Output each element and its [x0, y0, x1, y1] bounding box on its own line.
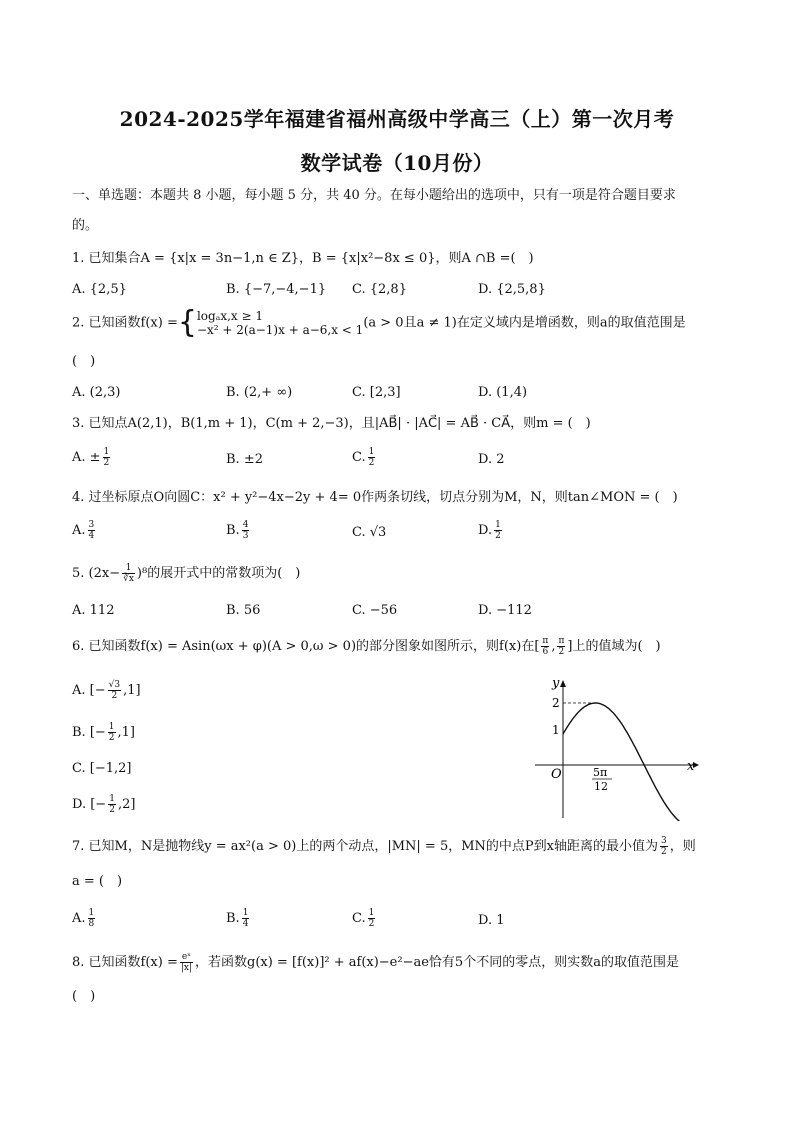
q2-stem-line2: ( )	[72, 354, 96, 369]
q4-d-prefix: D.	[478, 523, 493, 538]
y-axis-label: y	[552, 676, 560, 691]
q6-option-c: C. [−1,2]	[72, 761, 132, 776]
q5-frac-num: 1	[122, 563, 135, 574]
q8-frac-den: |x|	[180, 963, 192, 973]
q3-stem: 3. 已知点A(2,1)，B(1,m + 1)，C(m + 2,−3)，且|AB⃗| · |AC⃗| = AB⃗ · CA⃗，则m = ( )	[72, 416, 591, 431]
q3-a-fraction	[103, 447, 111, 468]
q4-a-prefix: A.	[72, 523, 86, 538]
q7-c-den: 2	[368, 919, 375, 929]
q3-c-fraction	[368, 447, 376, 468]
q8-stem-line2: ( )	[72, 989, 96, 1004]
q5-frac-den: ∛x	[123, 574, 134, 584]
q6-i1-num: π	[542, 636, 549, 646]
q4-option-b	[226, 520, 251, 541]
q8-stem	[72, 952, 679, 973]
q4-stem: 4. 过坐标原点O向圆C：x² + y²−4x−2y + 4= 0作两条切线，切点分别为M，N，则tan∠MON = ( )	[72, 490, 678, 505]
q5-option-d: D. −112	[478, 603, 532, 618]
x-axis-label: x	[687, 759, 695, 774]
q4-b-fraction	[242, 520, 250, 541]
q2-brace: {	[177, 305, 197, 340]
q7-option-d: D. 1	[478, 913, 505, 928]
q7-c-num: 1	[368, 908, 375, 918]
q7-b-prefix: B.	[226, 911, 240, 926]
q2-cases	[197, 309, 363, 337]
q3-c-den: 2	[368, 458, 375, 468]
q2-stem-post: (a > 0且a ≠ 1)在定义域内是增函数，则a的取值范围是	[363, 315, 686, 331]
q6-d-fraction	[108, 794, 116, 815]
q4-option-a	[72, 520, 97, 541]
q6-stem-post: ]上的值域为( )	[567, 639, 661, 654]
q4-b-prefix: B.	[226, 523, 240, 538]
q4-b-den: 3	[242, 531, 249, 541]
exam-title: 2024-2025学年福建省福州高级中学高三（上）第一次月考	[119, 107, 675, 131]
q6-b-den: 2	[108, 733, 115, 743]
q7-a-fraction	[88, 908, 96, 929]
q6-option-d	[72, 794, 135, 815]
q7-c-prefix: C.	[352, 911, 366, 926]
q7-stem	[72, 836, 696, 857]
q6-option-a	[72, 680, 141, 701]
exam-subtitle: 数学试卷（10月份）	[300, 151, 494, 175]
q4-d-den: 2	[495, 531, 501, 541]
q7-a-den: 8	[88, 919, 95, 929]
q1-option-a: A. {2,5}	[72, 282, 127, 297]
q6-option-b	[72, 722, 135, 743]
q7-frac-den: 2	[660, 847, 667, 857]
section-intro-line2: 的。	[72, 218, 99, 233]
q4-b-num: 4	[242, 520, 249, 530]
q7-fraction	[660, 836, 668, 857]
q2-case2: −x² + 2(a−1)x + a−6,x < 1	[196, 323, 364, 337]
q1-stem: 1. 已知集合A = {x|x = 3n−1,n ∈ Z}，B = {x|x²−8x ≤ 0}，则A ∩B =( )	[72, 251, 534, 266]
q4-d-num: 1	[495, 520, 501, 530]
q2-option-a: A. (2,3)	[72, 385, 121, 400]
q7-a-num: 1	[88, 908, 95, 918]
sine-curve	[563, 703, 705, 821]
q5-stem-post: )⁸的展开式中的常数项为( )	[136, 566, 301, 581]
q6-i1-den: 6	[542, 647, 549, 657]
q5-option-c: C. −56	[352, 603, 398, 618]
q3-option-d: D. 2	[478, 452, 505, 467]
q3-a-num: 1	[103, 447, 110, 457]
q6-d-den: 2	[109, 805, 115, 815]
origin-label: O	[551, 767, 562, 782]
sine-graph	[535, 676, 705, 821]
q2-case1: logₐx,x ≥ 1	[196, 309, 263, 323]
q4-d-fraction	[494, 520, 502, 541]
q8-frac-num: eˣ	[181, 952, 191, 962]
q4-a-fraction	[88, 520, 96, 541]
q4-option-c: C. √3	[352, 525, 387, 540]
q6-b-fraction	[108, 722, 116, 743]
q6-stem: 6. 已知函数f(x) = Asin(ωx + φ)(A > 0,ω > 0)的部分图象如图所示，则f(x)在[ $\frac{\pi}{6}$ , $\frac{\pi}{2}$ ]上的值域为( )	[72, 636, 661, 657]
q5-option-b: B. 56	[226, 603, 261, 618]
q3-c-prefix: C.	[352, 450, 366, 465]
q4-a-num: 3	[88, 520, 95, 530]
y-axis-arrow	[560, 680, 566, 687]
q8-fraction	[180, 952, 193, 973]
q6-b-prefix: B. [−	[72, 725, 106, 740]
q6-b-num: 1	[108, 722, 115, 732]
q1-option-b: B. {−7,−4,−1}	[226, 282, 327, 297]
q7-option-a	[72, 908, 97, 929]
y-tick-2: 2	[552, 696, 560, 710]
q7-stem-line2: a = ( )	[72, 874, 123, 889]
q7-option-c	[352, 908, 377, 929]
q5-option-a: A. 112	[72, 603, 115, 618]
q6-a-fraction	[108, 680, 121, 701]
q6-interval-start	[541, 636, 549, 657]
q8-stem-post: ，若函数g(x) = [f(x)]² + af(x)−e²−ae恰有5个不同的零点，则实数a的取值范围是	[195, 955, 679, 970]
q3-a-prefix: A. ±	[72, 450, 101, 465]
q7-frac-num: 3	[660, 836, 667, 846]
q2-option-b: B. (2,+ ∞)	[226, 385, 293, 400]
q6-i2-den: 2	[558, 647, 565, 657]
q4-a-den: 4	[88, 531, 95, 541]
q3-option-a	[72, 447, 112, 468]
q6-a-den: 2	[111, 691, 118, 701]
q1-option-d: D. {2,5,8}	[478, 282, 546, 297]
q6-interval-end	[557, 636, 565, 657]
q3-a-den: 2	[103, 458, 110, 468]
q1-option-c: C. {2,8}	[352, 282, 407, 297]
q6-a-suffix: ,1]	[123, 683, 141, 698]
q2-option-c: C. [2,3]	[352, 385, 401, 400]
q3-option-b: B. ±2	[226, 452, 263, 467]
q2-option-d: D. (1,4)	[478, 385, 528, 400]
q7-option-b	[226, 908, 251, 929]
q6-d-prefix: D. [−	[72, 797, 107, 812]
x-tick-denominator: 12	[594, 780, 608, 793]
section-intro-line1: 一、单选题：本题共 8 小题，每小题 5 分，共 40 分。在每小题给出的选项中，只有一项是符合题目要求	[72, 188, 676, 203]
y-tick-1: 1	[552, 723, 560, 737]
q5-stem	[72, 563, 300, 584]
q7-stem-pre: 7. 已知M，N是抛物线y = ax²(a > 0)上的两个动点，|MN| = 5，MN的中点P到x轴距离的最小值为	[72, 839, 658, 854]
q7-b-num: 1	[242, 908, 249, 918]
q7-a-prefix: A.	[72, 911, 86, 926]
x-tick-numerator: 5π	[593, 766, 608, 779]
q6-i2-num: π	[558, 636, 565, 646]
q5-stem-pre: 5. (2x−	[72, 566, 121, 581]
q6-a-num: √3	[108, 680, 121, 690]
q6-b-suffix: ,1]	[117, 725, 136, 740]
q2-stem-pre: 2. 已知函数f(x) =	[72, 315, 178, 331]
q6-d-num: 1	[109, 794, 115, 804]
q4-option-d	[478, 520, 504, 541]
q2-stem	[72, 305, 686, 340]
q5-fraction	[122, 563, 135, 584]
q7-c-fraction	[368, 908, 376, 929]
q8-stem-pre: 8. 已知函数f(x) =	[72, 955, 178, 970]
q3-c-num: 1	[368, 447, 375, 457]
q7-stem-post: ，则	[669, 839, 696, 854]
q7-b-den: 4	[242, 919, 249, 929]
q6-stem-pre: 6. 已知函数f(x) = Asin(ωx + φ)(A > 0,ω > 0)的部分图象如图所示，则f(x)在[	[72, 639, 540, 654]
q6-a-prefix: A. [−	[72, 683, 106, 698]
q3-option-c	[352, 447, 377, 468]
q7-b-fraction	[242, 908, 250, 929]
q6-d-suffix: ,2]	[117, 797, 136, 812]
